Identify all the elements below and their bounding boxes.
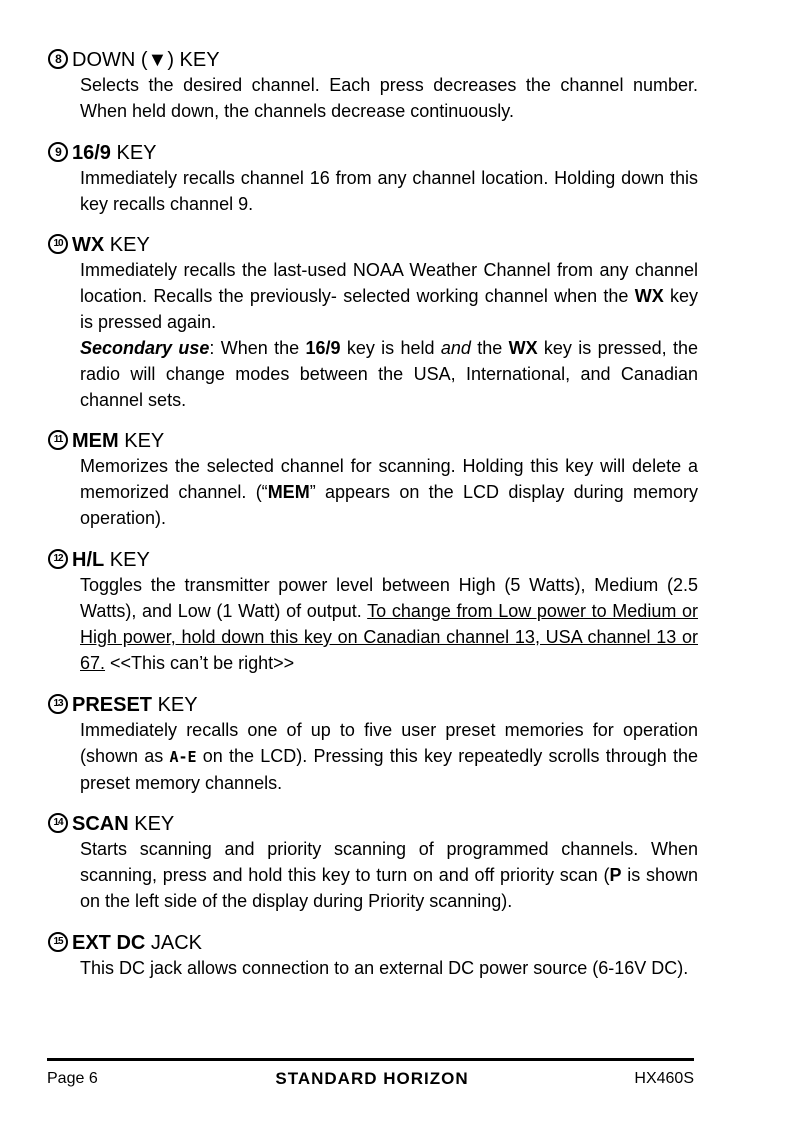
key-name: WX	[72, 234, 105, 256]
footer-divider	[47, 1058, 694, 1061]
key-number-badge: 13	[48, 694, 68, 714]
key-item-wx	[48, 233, 698, 413]
key-heading	[48, 233, 698, 257]
description-text: Immediately recalls one of up to five user preset memories for operation (shown as A-E on the LCD). Pressing this key repeatedly scrolls through the preset memory channels.	[80, 720, 698, 793]
key-name: 16/9	[72, 142, 111, 164]
key-item-mem	[48, 429, 698, 531]
key-description	[80, 717, 698, 796]
key-suffix: KEY	[128, 813, 175, 835]
page-footer	[47, 1067, 694, 1091]
key-description	[80, 836, 698, 914]
key-item-h-l	[48, 548, 698, 676]
key-item-scan	[48, 812, 698, 914]
key-number-badge: 10	[48, 234, 68, 254]
brand-logo: STANDARD HORIZON	[275, 1069, 469, 1088]
key-name: DOWN (▼)	[72, 49, 174, 71]
key-item-ext-dc	[48, 931, 698, 981]
key-description	[80, 257, 698, 413]
key-heading	[48, 141, 698, 165]
key-number-badge: 15	[48, 932, 68, 952]
model-name: HX460S	[634, 1070, 694, 1087]
key-heading	[48, 693, 698, 717]
key-heading	[48, 812, 698, 836]
key-heading	[48, 931, 698, 955]
key-heading	[48, 548, 698, 572]
key-number-badge: 11	[48, 430, 68, 450]
key-suffix: KEY	[118, 430, 165, 452]
key-description	[80, 72, 698, 124]
underlined-note: To change from Low power to Medium or High power, hold down this key on Canadian channel 13, USA channel 13 or 67.	[80, 601, 698, 673]
description-text: Immediately recalls the last-used NOAA Weather Channel from any channel location. Recalls the previously- selected working channel when the WX key is pressed again.	[80, 260, 698, 332]
key-item-down	[48, 48, 698, 124]
key-name: H/L	[72, 549, 105, 571]
description-text: Memorizes the selected channel for scanning. Holding this key will delete a memorized channel. (“MEM” appears on the LCD display during memory operation).	[80, 456, 698, 528]
key-description	[80, 453, 698, 531]
key-suffix: KEY	[110, 142, 157, 164]
key-suffix: KEY	[174, 49, 220, 71]
key-suffix: KEY	[104, 549, 150, 571]
key-description	[80, 165, 698, 217]
key-heading	[48, 429, 698, 453]
key-description	[80, 572, 698, 676]
description-text: Selects the desired channel. Each press decreases the channel number. When held down, the channels decrease continuously.	[80, 75, 698, 121]
page-number: Page 6	[47, 1070, 98, 1087]
key-item-16-9	[48, 141, 698, 217]
description-text: Starts scanning and priority scanning of programmed channels. When scanning, press and hold this key to turn on and off priority scan (P is shown on the left side of the display during Priority scanning).	[80, 839, 698, 911]
key-name: PRESET	[72, 694, 153, 716]
key-number-badge: 9	[48, 142, 68, 162]
description-text: Toggles the transmitter power level between High (5 Watts), Medium (2.5 Watts), and Low (1 Watt) of output. To change from Low power to Medium or High power, hold down this key on Canadian channel 13, USA channel 13 or 67. <<This can’t be right>>	[80, 575, 698, 673]
key-suffix: JACK	[145, 932, 203, 954]
key-name: SCAN	[72, 813, 129, 835]
key-number-badge: 14	[48, 813, 68, 833]
key-item-preset	[48, 693, 698, 796]
key-name: EXT DC	[72, 932, 146, 954]
key-heading	[48, 48, 698, 72]
key-description	[80, 955, 698, 981]
key-suffix: KEY	[104, 234, 150, 256]
description-text: This DC jack allows connection to an external DC power source (6-16V DC).	[80, 958, 689, 978]
key-suffix: KEY	[152, 694, 198, 716]
key-name: MEM	[72, 430, 119, 452]
key-number-badge: 12	[48, 549, 68, 569]
secondary-use-text: Secondary use: When the 16/9 key is held and the WX key is pressed, the radio will change modes between the USA, International, and Canadian channel sets.	[80, 338, 698, 410]
description-text: Immediately recalls channel 16 from any channel location. Holding down this key recalls channel 9.	[80, 168, 698, 214]
key-number-badge: 8	[48, 49, 68, 69]
